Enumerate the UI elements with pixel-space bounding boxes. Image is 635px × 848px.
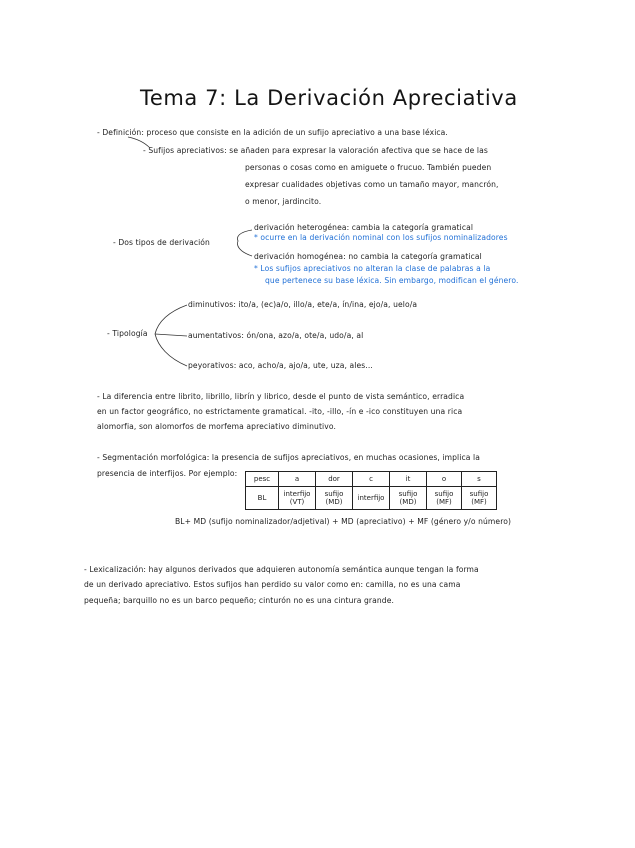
definition-line: - Definición: proceso que consiste en la adición de un sufijo apreciativo a una base léxica. <box>97 128 448 137</box>
suffix-definition-line-3: expresar cualidades objetivas como un tamaño mayor, mancrón, <box>245 180 499 189</box>
difference-line-1: - La diferencia entre librito, librillo, librín y librico, desde el punto de vista semántico, erradica <box>97 392 465 401</box>
diminutives: diminutivos: ito/a, (ec)a/o, illo/a, ete/a, ín/ina, ejo/a, uelo/a <box>188 300 418 309</box>
table-cell: sufijo (MF) <box>462 487 497 510</box>
pejoratives: peyorativos: aco, acho/a, ajo/a, ute, uza, ales... <box>188 361 373 370</box>
table-cell: a <box>279 472 316 487</box>
table-row <box>246 472 497 487</box>
homogeneous-derivation: derivación homogénea: no cambia la categoría gramatical <box>254 252 482 261</box>
segmentation-line-2: presencia de interfijos. Por ejemplo: <box>97 469 238 478</box>
table-cell: s <box>462 472 497 487</box>
segmentation-line-1: - Segmentación morfológica: la presencia de sufijos apreciativos, en muchas ocasiones, implica la <box>97 453 480 462</box>
heterogeneous-note: * ocurre en la derivación nominal con los sufijos nominalizadores <box>254 233 508 242</box>
table-cell: sufijo (MF) <box>427 487 462 510</box>
table-cell: sufijo (MD) <box>316 487 353 510</box>
lexicalization-line-1: - Lexicalización: hay algunos derivados que adquieren autonomía semántica aunque tengan la forma <box>84 565 479 574</box>
suffix-definition-line-4: o menor, jardincito. <box>245 197 322 206</box>
homogeneous-note-2: que pertenece su base léxica. Sin embargo, modifican el género. <box>265 276 519 285</box>
segmentation-formula: BL+ MD (sufijo nominalizador/adjetival) + MD (apreciativo) + MF (género y/o número) <box>175 517 512 526</box>
suffix-definition-line-2: personas o cosas como en amiguete o frucuo. También pueden <box>245 163 492 172</box>
difference-line-3: alomorfia, son alomorfos de morfema apreciativo diminutivo. <box>97 422 336 431</box>
typology-label: - Tipología <box>107 329 148 338</box>
table-cell: BL <box>246 487 279 510</box>
lexicalization-line-3: pequeña; barquillo no es un barco pequeño; cinturón no es una cintura grande. <box>84 596 394 605</box>
table-row <box>246 487 497 510</box>
table-cell: dor <box>316 472 353 487</box>
table-cell: interfijo <box>353 487 390 510</box>
heterogeneous-derivation: derivación heterogénea: cambia la categoría gramatical <box>254 223 474 232</box>
table-cell: it <box>390 472 427 487</box>
table-cell: sufijo (MD) <box>390 487 427 510</box>
page-title: Tema 7: La Derivación Apreciativa <box>140 86 518 110</box>
segmentation-table <box>245 471 497 510</box>
augmentatives: aumentativos: ón/ona, azo/a, ote/a, udo/a, al <box>188 331 364 340</box>
lexicalization-line-2: de un derivado apreciativo. Estos sufijos han perdido su valor como en: camilla, no es una cama <box>84 580 461 589</box>
homogeneous-note-1: * Los sufijos apreciativos no alteran la clase de palabras a la <box>254 264 491 273</box>
derivation-types-label: - Dos tipos de derivación <box>113 238 210 247</box>
table-cell: interfijo (VT) <box>279 487 316 510</box>
difference-line-2: en un factor geográfico, no estrictamente gramatical. -ito, -illo, -ín e -ico constituyen una rica <box>97 407 463 416</box>
table-cell: pesc <box>246 472 279 487</box>
table-cell: c <box>353 472 390 487</box>
suffix-definition-line: - Sufijos apreciativos: se añaden para expresar la valoración afectiva que se hace de las <box>143 146 488 155</box>
table-cell: o <box>427 472 462 487</box>
